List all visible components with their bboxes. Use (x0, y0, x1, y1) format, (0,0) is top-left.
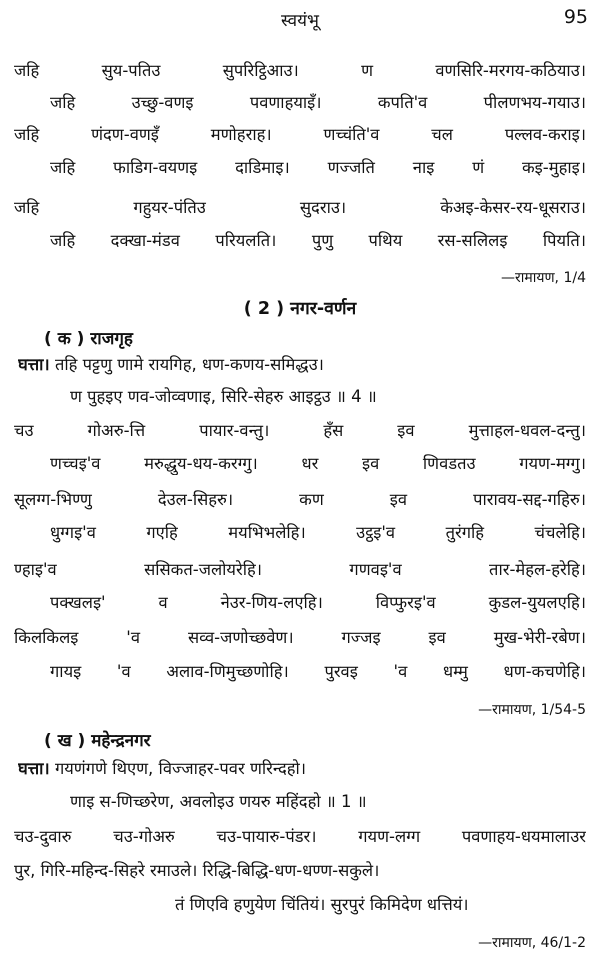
verse-line: सूलग्ग-भिण्णु देउल-सिहरु। कण इव पारावय-सद्द-गहिरु। (14, 490, 586, 509)
ghatta-line (18, 354, 586, 376)
subheading-rajagriha: ( क ) राजगृह (44, 329, 133, 349)
verse-line: ण्हाइ'व ससिकत-जलोयरेहि। गणवइ'व तार-मेहल-हरेहि। (14, 560, 586, 579)
ghatta-line: णाइ स-णिच्छरेण, अवलोइउ णयरु महिंदहो ॥ 1 ॥ (70, 792, 367, 811)
ghatta-text: गयणंगणे थिएण, विज्जाहर-पवर णरिन्दहो। (54, 759, 307, 778)
verse-line: किलकिलइ 'व सव्व-जणोच्छवेण। गज्जइ इव मुख-भेरी-रबेण। (14, 628, 586, 647)
running-title: स्वयंभू (281, 11, 319, 31)
verse-line: पुर, गिरि-महिन्द-सिहरे रमाउले। रिद्धि-बिद्धि-धण-धण्ण-सकुले। (14, 861, 380, 880)
verse-line: गायइ 'व अलाव-णिमुच्छणोहि। पुरवइ 'व धम्मु धण-कचणेहि। (50, 662, 586, 681)
citation: —रामायण, 1/54-5 (478, 702, 586, 718)
subheading-mahendranagar: ( ख ) महेन्द्रनगर (44, 731, 151, 751)
ghatta-line (18, 758, 586, 780)
verse-line: पक्खलइ' व नेउर-णिय-लएहि। विप्फुरइ'व कुडल-युयलएहि। (50, 593, 586, 612)
verse-line: जहि णंदण-वणइँ मणोहराह। णच्चंति'व चल पल्लव-कराइ। (14, 125, 586, 144)
verse-line: जहि उच्छु-वणइ पवणाहयाइँ। कपति'व पीलणभय-गयाउ। (50, 93, 586, 112)
ghatta-text: तहि पट्टणु णामे रायगिह, धण-कणय-समिद्धउ। (54, 355, 324, 374)
citation: —रामायण, 1/4 (500, 270, 586, 286)
citation: —रामायण, 46/1-2 (478, 935, 586, 951)
ghatta-label: घत्ता। (18, 759, 50, 778)
verse-line: चउ-दुवारु चउ-गोअरु चउ-पायारु-पंडर। गयण-लग्ग पवणाहय-धयमालाउर (14, 827, 586, 846)
verse-line: धुग्गइ'व गएहि मयभिभलेहि। उट्ठइ'व तुरंगहि चंचलेहि। (50, 523, 586, 542)
verse-line: तं णिएवि हणुयेण चिंतियं। सुरपुरं किमिदेण धत्तियं। (175, 895, 469, 914)
page-header (0, 4, 600, 34)
verse-line: चउ गोअरु-त्ति पायार-वन्तु। हँस इव मुत्ताहल-धवल-दन्तु। (14, 421, 586, 440)
verse-line: जहि दक्खा-मंडव परियलति। पुणु पथिय रस-सलिलइ पियति। (50, 231, 586, 250)
ghatta-label: घत्ता। (18, 355, 50, 374)
verse-line: जहि गहुयर-पंतिउ सुदराउ। केअइ-केसर-रय-धूसराउ। (14, 198, 586, 217)
ghatta-line: ण पुहइए णव-जोव्वणाइ, सिरि-सेहरु आइट्ठउ ॥ 4 ॥ (70, 387, 377, 406)
verse-line: जहि सुय-पतिउ सुपरिट्ठिआउ। ण वणसिरि-मरगय-कठियाउ। (14, 61, 586, 80)
verse-line: जहि फाडिग-वयणइ दाडिमाइ। णज्जति नाइ णं कइ-मुहाइ। (50, 158, 586, 177)
page-number: 95 (563, 6, 588, 28)
verse-line: णच्चइ'व मरुद्धुय-धय-करग्गु। धर इव णिवडतउ गयण-मग्गु। (50, 454, 586, 473)
section-title: ( 2 ) नगर-वर्णन (243, 299, 357, 319)
